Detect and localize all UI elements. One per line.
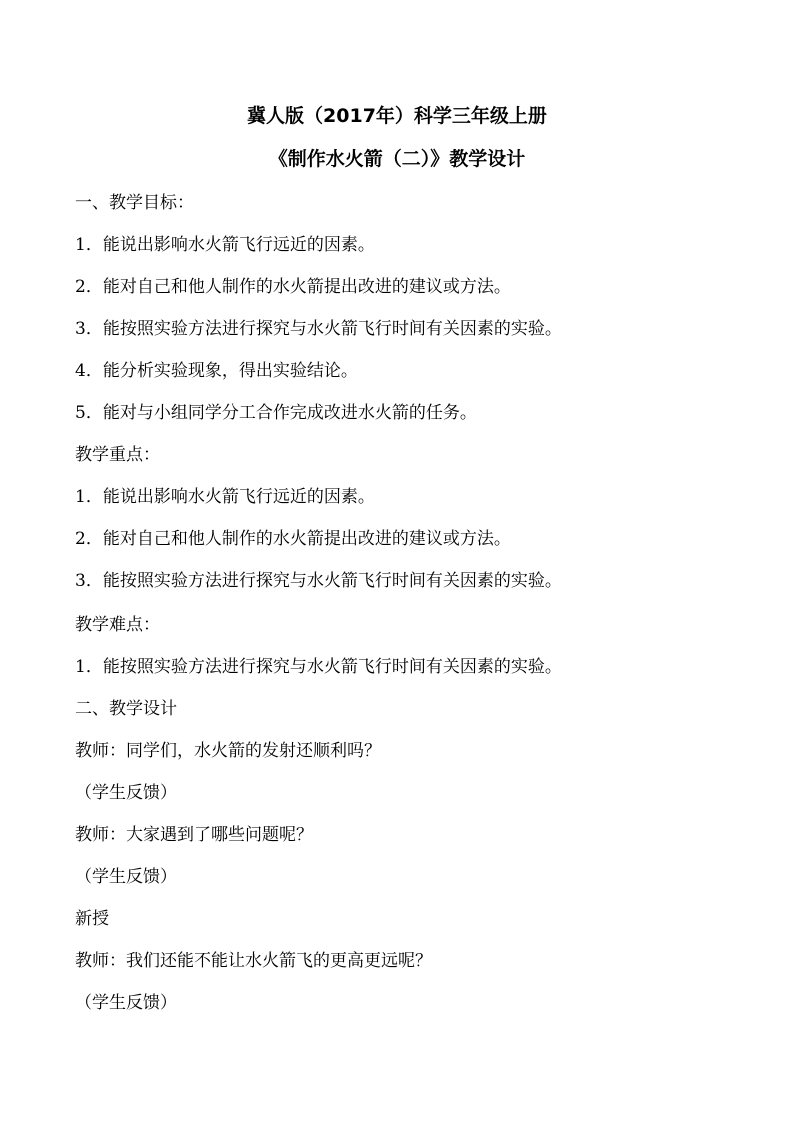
dialogue-line: 教师：大家遇到了哪些问题呢？ xyxy=(75,825,313,845)
document-title: 冀人版（2017年）科学三年级上册 xyxy=(247,105,547,127)
subheading-new-lesson: 新授 xyxy=(75,909,109,929)
dialogue-line: 教师：同学们，水火箭的发射还顺利吗？ xyxy=(75,741,381,761)
section-heading-design: 二、教学设计 xyxy=(75,699,177,719)
section-heading-difficulties: 教学难点： xyxy=(75,615,160,635)
objective-item: 4．能分析实验现象，得出实验结论。 xyxy=(75,361,358,381)
objective-item: 3．能按照实验方法进行探究与水火箭飞行时间有关因素的实验。 xyxy=(75,319,562,339)
difficulty-item: 1．能按照实验方法进行探究与水火箭飞行时间有关因素的实验。 xyxy=(75,657,562,677)
objective-item: 5．能对与小组同学分工合作完成改进水火箭的任务。 xyxy=(75,403,477,423)
dialogue-line: （学生反馈） xyxy=(75,783,177,803)
objective-item: 1．能说出影响水火箭飞行远近的因素。 xyxy=(75,235,375,255)
dialogue-line: 教师：我们还能不能让水火箭飞的更高更远呢？ xyxy=(75,951,432,971)
key-point-item: 2．能对自己和他人制作的水火箭提出改进的建议或方法。 xyxy=(75,529,511,549)
section-heading-objectives: 一、教学目标： xyxy=(75,193,194,213)
dialogue-line: （学生反馈） xyxy=(75,867,177,887)
key-point-item: 1．能说出影响水火箭飞行远近的因素。 xyxy=(75,487,375,507)
objective-item: 2．能对自己和他人制作的水火箭提出改进的建议或方法。 xyxy=(75,277,511,297)
key-point-item: 3．能按照实验方法进行探究与水火箭飞行时间有关因素的实验。 xyxy=(75,571,562,591)
section-heading-key-points: 教学重点： xyxy=(75,445,160,465)
dialogue-line: （学生反馈） xyxy=(75,993,177,1013)
document-subtitle: 《制作水火箭（二）》教学设计 xyxy=(268,148,526,170)
